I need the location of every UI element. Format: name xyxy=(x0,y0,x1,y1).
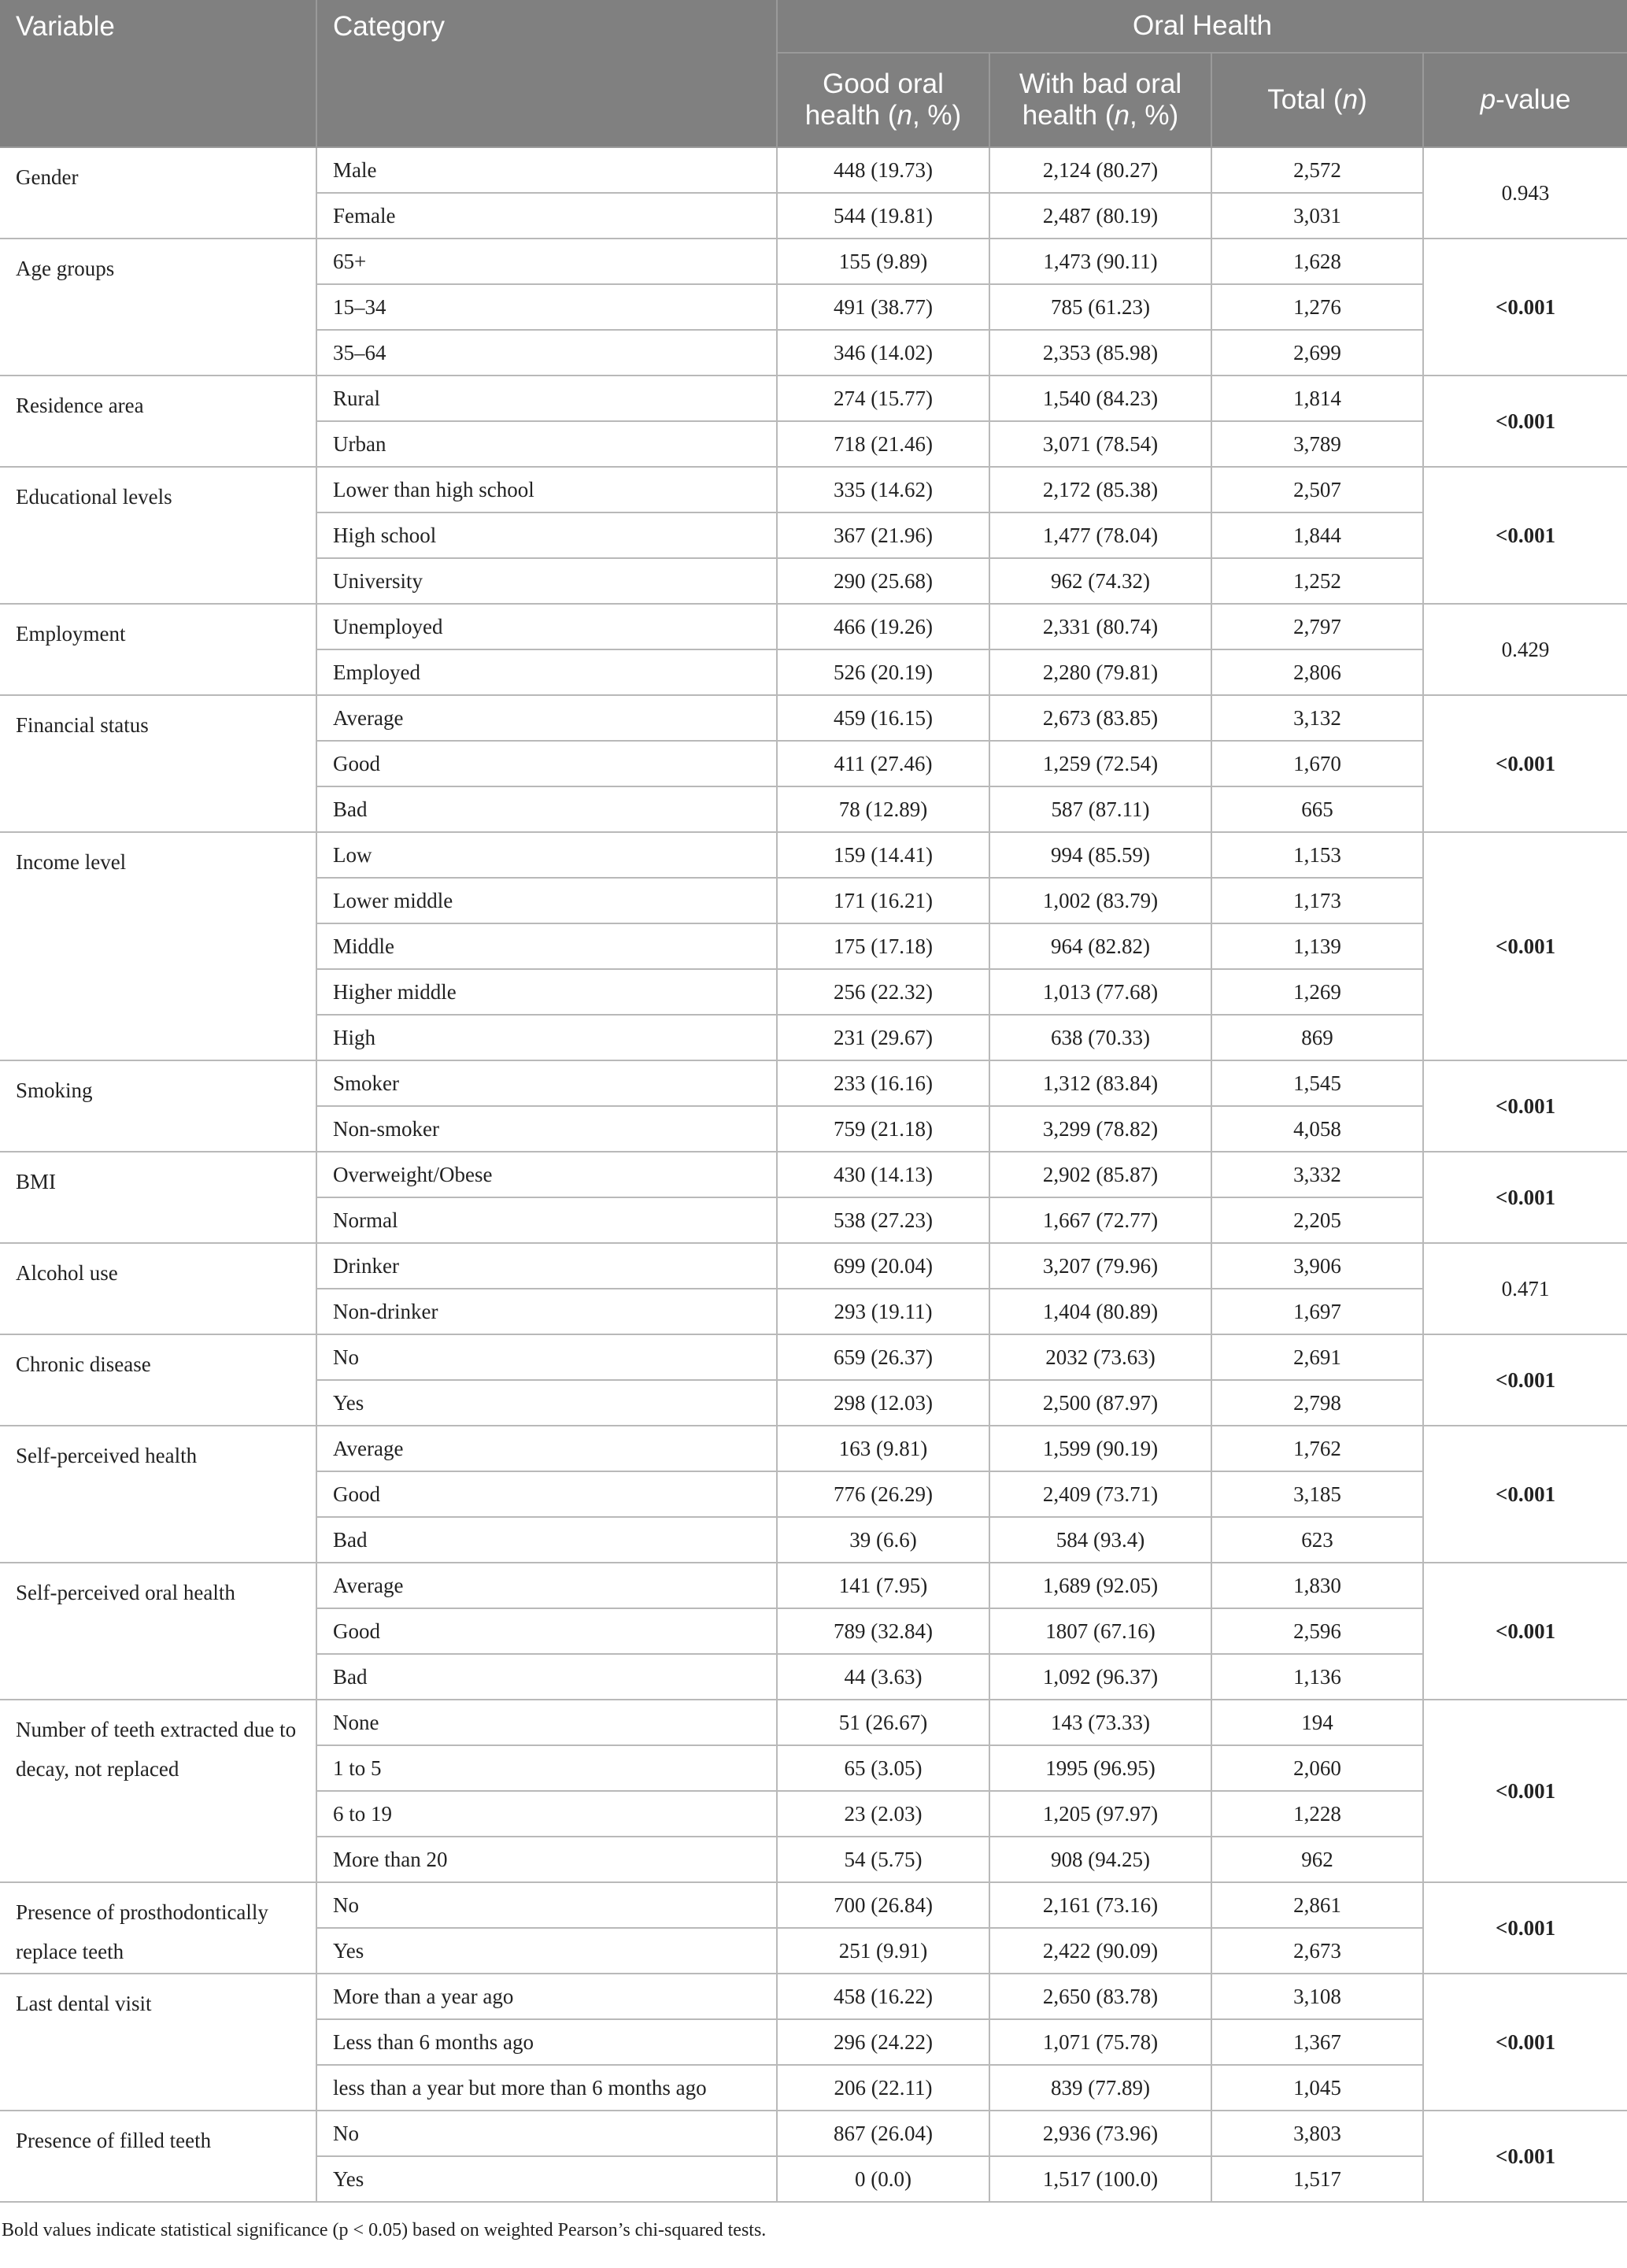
bad-oral-health-cell: 1,092 (96.37) xyxy=(989,1654,1211,1700)
category-cell: Non-smoker xyxy=(316,1106,777,1152)
good-oral-health-cell: 296 (24.22) xyxy=(777,2019,989,2065)
total-cell: 623 xyxy=(1211,1517,1423,1563)
good-oral-health-cell: 526 (20.19) xyxy=(777,649,989,695)
total-cell: 1,173 xyxy=(1211,878,1423,923)
table-row xyxy=(0,832,1627,878)
total-cell: 2,798 xyxy=(1211,1380,1423,1426)
total-cell: 1,762 xyxy=(1211,1426,1423,1471)
total-cell: 1,252 xyxy=(1211,558,1423,604)
good-oral-health-cell: 346 (14.02) xyxy=(777,330,989,376)
good-oral-health-cell: 700 (26.84) xyxy=(777,1882,989,1928)
category-cell: Yes xyxy=(316,1380,777,1426)
variable-cell: Self-perceived health xyxy=(0,1426,316,1563)
category-cell: None xyxy=(316,1700,777,1745)
good-oral-health-cell: 544 (19.81) xyxy=(777,193,989,239)
variable-cell: Number of teeth extracted due to decay, not replaced xyxy=(0,1700,316,1882)
table-row xyxy=(0,239,1627,284)
total-cell: 3,031 xyxy=(1211,193,1423,239)
bad-oral-health-cell: 587 (87.11) xyxy=(989,786,1211,832)
bad-oral-health-cell: 964 (82.82) xyxy=(989,923,1211,969)
category-cell: Urban xyxy=(316,421,777,467)
good-oral-health-cell: 256 (22.32) xyxy=(777,969,989,1015)
good-oral-health-cell: 65 (3.05) xyxy=(777,1745,989,1791)
total-cell: 2,673 xyxy=(1211,1928,1423,1974)
good-oral-health-cell: 78 (12.89) xyxy=(777,786,989,832)
bad-oral-health-cell: 1,667 (72.77) xyxy=(989,1197,1211,1243)
variable-cell: Age groups xyxy=(0,239,316,376)
bad-oral-health-cell: 785 (61.23) xyxy=(989,284,1211,330)
bad-oral-health-cell: 994 (85.59) xyxy=(989,832,1211,878)
header-good-oral-health: Good oral health (n, %) xyxy=(777,53,989,147)
bad-oral-health-cell: 1,689 (92.05) xyxy=(989,1563,1211,1608)
p-value-cell: <0.001 xyxy=(1423,1700,1627,1882)
category-cell: Yes xyxy=(316,2156,777,2202)
good-oral-health-cell: 251 (9.91) xyxy=(777,1928,989,1974)
header-bad-oral-health: With bad oral health (n, %) xyxy=(989,53,1211,147)
bad-oral-health-cell: 908 (94.25) xyxy=(989,1837,1211,1882)
table-row xyxy=(0,1243,1627,1289)
total-cell: 1,276 xyxy=(1211,284,1423,330)
total-cell: 2,806 xyxy=(1211,649,1423,695)
total-cell: 665 xyxy=(1211,786,1423,832)
category-cell: Bad xyxy=(316,1654,777,1700)
category-cell: High xyxy=(316,1015,777,1060)
good-oral-health-cell: 293 (19.11) xyxy=(777,1289,989,1334)
good-oral-health-cell: 538 (27.23) xyxy=(777,1197,989,1243)
p-value-cell: <0.001 xyxy=(1423,832,1627,1060)
total-cell: 1,045 xyxy=(1211,2065,1423,2111)
category-cell: 65+ xyxy=(316,239,777,284)
variable-cell: BMI xyxy=(0,1152,316,1243)
table-row xyxy=(0,1882,1627,1928)
bad-oral-health-cell: 1,404 (80.89) xyxy=(989,1289,1211,1334)
variable-cell: Smoking xyxy=(0,1060,316,1152)
p-value-cell: <0.001 xyxy=(1423,1974,1627,2111)
p-value-cell: 0.943 xyxy=(1423,147,1627,239)
bad-oral-health-cell: 839 (77.89) xyxy=(989,2065,1211,2111)
good-oral-health-cell: 699 (20.04) xyxy=(777,1243,989,1289)
total-cell: 3,108 xyxy=(1211,1974,1423,2019)
table-row xyxy=(0,1563,1627,1608)
total-cell: 1,697 xyxy=(1211,1289,1423,1334)
bad-oral-health-cell: 2,487 (80.19) xyxy=(989,193,1211,239)
total-cell: 1,814 xyxy=(1211,376,1423,421)
category-cell: Female xyxy=(316,193,777,239)
bad-oral-health-cell: 2,673 (83.85) xyxy=(989,695,1211,741)
total-cell: 3,789 xyxy=(1211,421,1423,467)
good-oral-health-cell: 298 (12.03) xyxy=(777,1380,989,1426)
good-oral-health-cell: 458 (16.22) xyxy=(777,1974,989,2019)
total-cell: 3,185 xyxy=(1211,1471,1423,1517)
bad-oral-health-cell: 2,409 (73.71) xyxy=(989,1471,1211,1517)
bad-oral-health-cell: 2,936 (73.96) xyxy=(989,2111,1211,2156)
good-oral-health-cell: 231 (29.67) xyxy=(777,1015,989,1060)
category-cell: More than 20 xyxy=(316,1837,777,1882)
category-cell: University xyxy=(316,558,777,604)
category-cell: No xyxy=(316,2111,777,2156)
total-cell: 3,906 xyxy=(1211,1243,1423,1289)
good-oral-health-cell: 206 (22.11) xyxy=(777,2065,989,2111)
p-value-cell: <0.001 xyxy=(1423,1060,1627,1152)
bad-oral-health-cell: 584 (93.4) xyxy=(989,1517,1211,1563)
table-row xyxy=(0,1060,1627,1106)
bad-oral-health-cell: 2,902 (85.87) xyxy=(989,1152,1211,1197)
p-value-cell: <0.001 xyxy=(1423,1152,1627,1243)
table-row xyxy=(0,1426,1627,1471)
total-cell: 2,060 xyxy=(1211,1745,1423,1791)
table-row xyxy=(0,376,1627,421)
bad-oral-health-cell: 1,205 (97.97) xyxy=(989,1791,1211,1837)
good-oral-health-cell: 867 (26.04) xyxy=(777,2111,989,2156)
total-cell: 1,139 xyxy=(1211,923,1423,969)
total-cell: 1,517 xyxy=(1211,2156,1423,2202)
category-cell: Less than 6 months ago xyxy=(316,2019,777,2065)
good-oral-health-cell: 274 (15.77) xyxy=(777,376,989,421)
good-oral-health-cell: 448 (19.73) xyxy=(777,147,989,193)
bad-oral-health-cell: 2032 (73.63) xyxy=(989,1334,1211,1380)
good-oral-health-cell: 659 (26.37) xyxy=(777,1334,989,1380)
total-cell: 2,861 xyxy=(1211,1882,1423,1928)
bad-oral-health-cell: 3,071 (78.54) xyxy=(989,421,1211,467)
good-oral-health-cell: 430 (14.13) xyxy=(777,1152,989,1197)
table-row xyxy=(0,1152,1627,1197)
bad-oral-health-cell: 1995 (96.95) xyxy=(989,1745,1211,1791)
category-cell: High school xyxy=(316,512,777,558)
good-oral-health-cell: 0 (0.0) xyxy=(777,2156,989,2202)
variable-cell: Income level xyxy=(0,832,316,1060)
variable-cell: Last dental visit xyxy=(0,1974,316,2111)
table-row xyxy=(0,695,1627,741)
category-cell: Bad xyxy=(316,786,777,832)
category-cell: Normal xyxy=(316,1197,777,1243)
category-cell: Overweight/Obese xyxy=(316,1152,777,1197)
total-cell: 2,797 xyxy=(1211,604,1423,649)
category-cell: Rural xyxy=(316,376,777,421)
category-cell: Non-drinker xyxy=(316,1289,777,1334)
total-cell: 3,332 xyxy=(1211,1152,1423,1197)
header-category: Category xyxy=(316,0,777,147)
bad-oral-health-cell: 1,477 (78.04) xyxy=(989,512,1211,558)
category-cell: Drinker xyxy=(316,1243,777,1289)
good-oral-health-cell: 163 (9.81) xyxy=(777,1426,989,1471)
category-cell: Good xyxy=(316,1471,777,1517)
p-value-cell: <0.001 xyxy=(1423,1563,1627,1700)
category-cell: No xyxy=(316,1334,777,1380)
category-cell: Male xyxy=(316,147,777,193)
header-p-value: p-value xyxy=(1423,53,1627,147)
category-cell: 35–64 xyxy=(316,330,777,376)
category-cell: More than a year ago xyxy=(316,1974,777,2019)
total-cell: 1,153 xyxy=(1211,832,1423,878)
total-cell: 2,596 xyxy=(1211,1608,1423,1654)
good-oral-health-cell: 23 (2.03) xyxy=(777,1791,989,1837)
category-cell: Lower than high school xyxy=(316,467,777,512)
bad-oral-health-cell: 2,650 (83.78) xyxy=(989,1974,1211,2019)
p-value-cell: <0.001 xyxy=(1423,1426,1627,1563)
good-oral-health-cell: 411 (27.46) xyxy=(777,741,989,786)
category-cell: Good xyxy=(316,741,777,786)
good-oral-health-cell: 51 (26.67) xyxy=(777,1700,989,1745)
table-row xyxy=(0,1974,1627,2019)
bad-oral-health-cell: 1,540 (84.23) xyxy=(989,376,1211,421)
header-oral-health: Oral Health xyxy=(777,0,1627,53)
bad-oral-health-cell: 1,071 (75.78) xyxy=(989,2019,1211,2065)
bad-oral-health-cell: 962 (74.32) xyxy=(989,558,1211,604)
category-cell: Average xyxy=(316,1426,777,1471)
good-oral-health-cell: 44 (3.63) xyxy=(777,1654,989,1700)
variable-cell: Self-perceived oral health xyxy=(0,1563,316,1700)
table-body xyxy=(0,147,1627,2202)
bad-oral-health-cell: 1,599 (90.19) xyxy=(989,1426,1211,1471)
total-cell: 1,670 xyxy=(1211,741,1423,786)
good-oral-health-cell: 759 (21.18) xyxy=(777,1106,989,1152)
bad-oral-health-cell: 1,259 (72.54) xyxy=(989,741,1211,786)
total-cell: 3,803 xyxy=(1211,2111,1423,2156)
good-oral-health-cell: 290 (25.68) xyxy=(777,558,989,604)
good-oral-health-cell: 171 (16.21) xyxy=(777,878,989,923)
category-cell: Middle xyxy=(316,923,777,969)
category-cell: Unemployed xyxy=(316,604,777,649)
total-cell: 1,228 xyxy=(1211,1791,1423,1837)
bad-oral-health-cell: 2,422 (90.09) xyxy=(989,1928,1211,1974)
good-oral-health-cell: 466 (19.26) xyxy=(777,604,989,649)
total-cell: 962 xyxy=(1211,1837,1423,1882)
bad-oral-health-cell: 1807 (67.16) xyxy=(989,1608,1211,1654)
good-oral-health-cell: 335 (14.62) xyxy=(777,467,989,512)
good-oral-health-cell: 159 (14.41) xyxy=(777,832,989,878)
bad-oral-health-cell: 1,473 (90.11) xyxy=(989,239,1211,284)
total-cell: 1,136 xyxy=(1211,1654,1423,1700)
header-variable: Variable xyxy=(0,0,316,147)
total-cell: 2,507 xyxy=(1211,467,1423,512)
p-value-cell: <0.001 xyxy=(1423,376,1627,467)
variable-cell: Presence of prosthodontically replace teeth xyxy=(0,1882,316,1974)
good-oral-health-cell: 718 (21.46) xyxy=(777,421,989,467)
header-total: Total (n) xyxy=(1211,53,1423,147)
p-value-cell: <0.001 xyxy=(1423,1882,1627,1974)
variable-cell: Educational levels xyxy=(0,467,316,604)
bad-oral-health-cell: 2,124 (80.27) xyxy=(989,147,1211,193)
total-cell: 1,545 xyxy=(1211,1060,1423,1106)
good-oral-health-cell: 54 (5.75) xyxy=(777,1837,989,1882)
bad-oral-health-cell: 143 (73.33) xyxy=(989,1700,1211,1745)
bad-oral-health-cell: 1,517 (100.0) xyxy=(989,2156,1211,2202)
variable-cell: Chronic disease xyxy=(0,1334,316,1426)
category-cell: Average xyxy=(316,695,777,741)
p-value-cell: <0.001 xyxy=(1423,695,1627,832)
total-cell: 1,367 xyxy=(1211,2019,1423,2065)
category-cell: 15–34 xyxy=(316,284,777,330)
table-row xyxy=(0,1334,1627,1380)
category-cell: 1 to 5 xyxy=(316,1745,777,1791)
good-oral-health-cell: 155 (9.89) xyxy=(777,239,989,284)
good-oral-health-cell: 39 (6.6) xyxy=(777,1517,989,1563)
bad-oral-health-cell: 2,331 (80.74) xyxy=(989,604,1211,649)
good-oral-health-cell: 141 (7.95) xyxy=(777,1563,989,1608)
total-cell: 2,205 xyxy=(1211,1197,1423,1243)
bad-oral-health-cell: 2,161 (73.16) xyxy=(989,1882,1211,1928)
total-cell: 1,844 xyxy=(1211,512,1423,558)
category-cell: 6 to 19 xyxy=(316,1791,777,1837)
good-oral-health-cell: 367 (21.96) xyxy=(777,512,989,558)
bad-oral-health-cell: 1,312 (83.84) xyxy=(989,1060,1211,1106)
total-cell: 194 xyxy=(1211,1700,1423,1745)
bad-oral-health-cell: 3,299 (78.82) xyxy=(989,1106,1211,1152)
variable-cell: Employment xyxy=(0,604,316,695)
category-cell: Yes xyxy=(316,1928,777,1974)
variable-cell: Alcohol use xyxy=(0,1243,316,1334)
table-footnote: Bold values indicate statistical significance (p < 0.05) based on weighted Pearson’s chi-squared tests. xyxy=(2,2220,767,2240)
category-cell: Average xyxy=(316,1563,777,1608)
bad-oral-health-cell: 1,013 (77.68) xyxy=(989,969,1211,1015)
table-row xyxy=(0,467,1627,512)
category-cell: less than a year but more than 6 months ago xyxy=(316,2065,777,2111)
category-cell: Smoker xyxy=(316,1060,777,1106)
table-row xyxy=(0,604,1627,649)
total-cell: 1,628 xyxy=(1211,239,1423,284)
p-value-cell: <0.001 xyxy=(1423,2111,1627,2202)
total-cell: 2,699 xyxy=(1211,330,1423,376)
category-cell: Employed xyxy=(316,649,777,695)
variable-cell: Residence area xyxy=(0,376,316,467)
good-oral-health-cell: 459 (16.15) xyxy=(777,695,989,741)
total-cell: 1,830 xyxy=(1211,1563,1423,1608)
total-cell: 869 xyxy=(1211,1015,1423,1060)
table-row xyxy=(0,2111,1627,2156)
p-value-cell: 0.429 xyxy=(1423,604,1627,695)
p-value-cell: 0.471 xyxy=(1423,1243,1627,1334)
p-value-cell: <0.001 xyxy=(1423,1334,1627,1426)
category-cell: Bad xyxy=(316,1517,777,1563)
good-oral-health-cell: 233 (16.16) xyxy=(777,1060,989,1106)
bad-oral-health-cell: 638 (70.33) xyxy=(989,1015,1211,1060)
category-cell: Higher middle xyxy=(316,969,777,1015)
good-oral-health-cell: 776 (26.29) xyxy=(777,1471,989,1517)
total-cell: 4,058 xyxy=(1211,1106,1423,1152)
total-cell: 1,269 xyxy=(1211,969,1423,1015)
total-cell: 2,572 xyxy=(1211,147,1423,193)
category-cell: Good xyxy=(316,1608,777,1654)
category-cell: No xyxy=(316,1882,777,1928)
good-oral-health-cell: 491 (38.77) xyxy=(777,284,989,330)
bad-oral-health-cell: 2,353 (85.98) xyxy=(989,330,1211,376)
bad-oral-health-cell: 2,280 (79.81) xyxy=(989,649,1211,695)
category-cell: Low xyxy=(316,832,777,878)
table-row xyxy=(0,147,1627,193)
variable-cell: Gender xyxy=(0,147,316,239)
total-cell: 2,691 xyxy=(1211,1334,1423,1380)
category-cell: Lower middle xyxy=(316,878,777,923)
bad-oral-health-cell: 3,207 (79.96) xyxy=(989,1243,1211,1289)
total-cell: 3,132 xyxy=(1211,695,1423,741)
bad-oral-health-cell: 1,002 (83.79) xyxy=(989,878,1211,923)
bad-oral-health-cell: 2,172 (85.38) xyxy=(989,467,1211,512)
bad-oral-health-cell: 2,500 (87.97) xyxy=(989,1380,1211,1426)
variable-cell: Presence of filled teeth xyxy=(0,2111,316,2202)
p-value-cell: <0.001 xyxy=(1423,467,1627,604)
p-value-cell: <0.001 xyxy=(1423,239,1627,376)
good-oral-health-cell: 175 (17.18) xyxy=(777,923,989,969)
good-oral-health-cell: 789 (32.84) xyxy=(777,1608,989,1654)
table-header xyxy=(0,0,1627,147)
table-row xyxy=(0,1700,1627,1745)
variable-cell: Financial status xyxy=(0,695,316,832)
